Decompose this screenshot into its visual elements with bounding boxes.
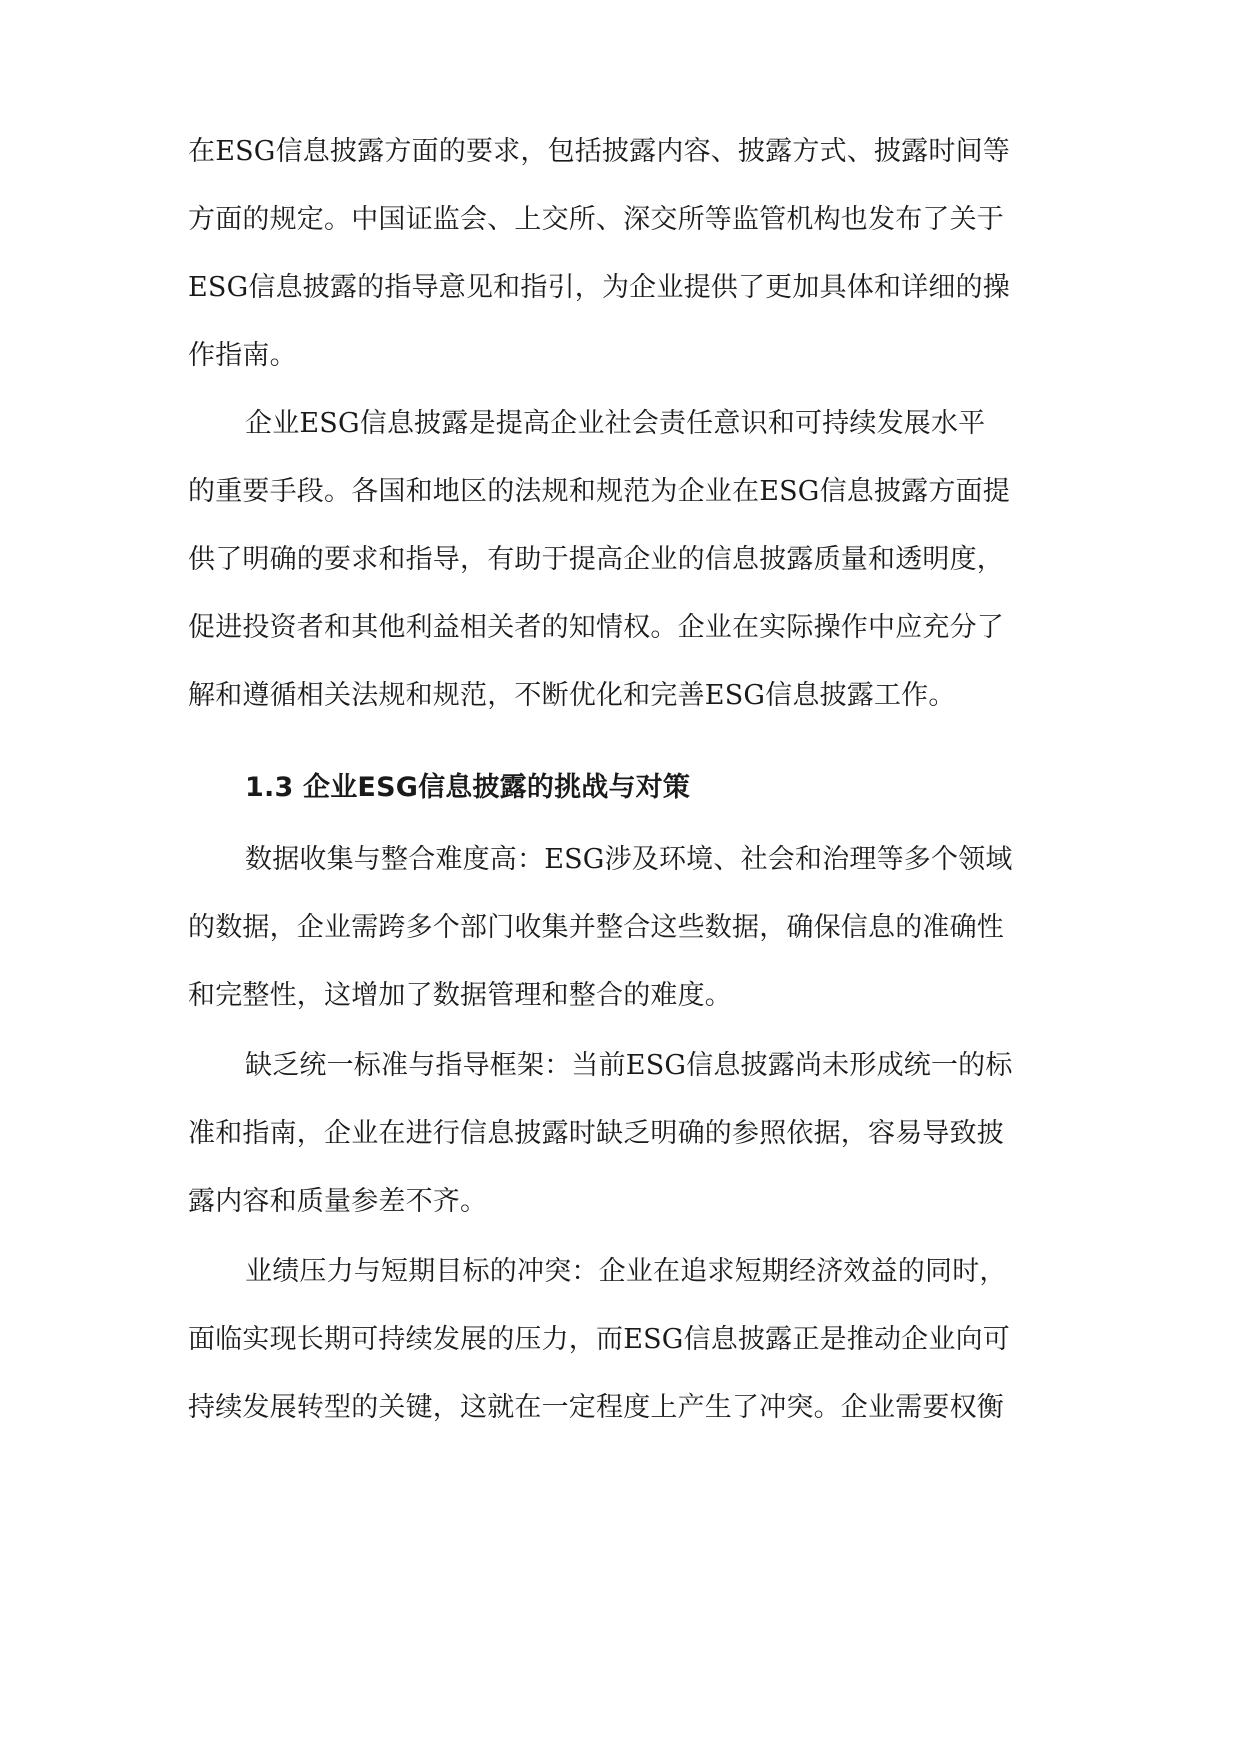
- paragraph-5-line-3: 持续发展转型的关键，这就在一定程度上产生了冲突。企业需要权衡: [188, 1392, 1004, 1423]
- paragraph-3-line-2: 的数据，企业需跨多个部门收集并整合这些数据，确保信息的准确性: [188, 912, 1004, 943]
- paragraph-1-line-2: 方面的规定。中国证监会、上交所、深交所等监管机构也发布了关于: [188, 204, 1004, 235]
- paragraph-4-line-2: 准和指南，企业在进行信息披露时缺乏明确的参照依据，容易导致披: [188, 1118, 1004, 1149]
- paragraph-4-line-3: 露内容和质量参差不齐。: [188, 1186, 488, 1217]
- paragraph-1-line-4: 作指南。: [188, 340, 297, 371]
- paragraph-3-line-3: 和完整性，这增加了数据管理和整合的难度。: [188, 980, 732, 1011]
- paragraph-1-line-3: ESG信息披露的指导意见和指引，为企业提供了更加具体和详细的操: [188, 272, 1010, 303]
- paragraph-2-line-3: 供了明确的要求和指导，有助于提高企业的信息披露质量和透明度，: [188, 544, 1004, 575]
- paragraph-2-line-2: 的重要手段。各国和地区的法规和规范为企业在ESG信息披露方面提: [188, 476, 1010, 507]
- paragraph-2-line-1: 企业ESG信息披露是提高企业社会责任意识和可持续发展水平: [245, 408, 986, 439]
- paragraph-2-line-4: 促进投资者和其他利益相关者的知情权。企业在实际操作中应充分了: [188, 612, 1004, 643]
- section-heading: 1.3 企业ESG信息披露的挑战与对策: [245, 772, 691, 803]
- paragraph-5-line-1: 业绩压力与短期目标的冲突：企业在追求短期经济效益的同时，: [245, 1256, 1007, 1287]
- paragraph-3-line-1: 数据收集与整合难度高：ESG涉及环境、社会和治理等多个领域: [245, 844, 1013, 875]
- paragraph-4-line-1: 缺乏统一标准与指导框架：当前ESG信息披露尚未形成统一的标: [245, 1050, 1013, 1081]
- paragraph-1-line-1: 在ESG信息披露方面的要求，包括披露内容、披露方式、披露时间等: [188, 136, 1010, 167]
- paragraph-5-line-2: 面临实现长期可持续发展的压力，而ESG信息披露正是推动企业向可: [188, 1324, 1010, 1355]
- paragraph-2-line-5: 解和遵循相关法规和规范，不断优化和完善ESG信息披露工作。: [188, 680, 956, 711]
